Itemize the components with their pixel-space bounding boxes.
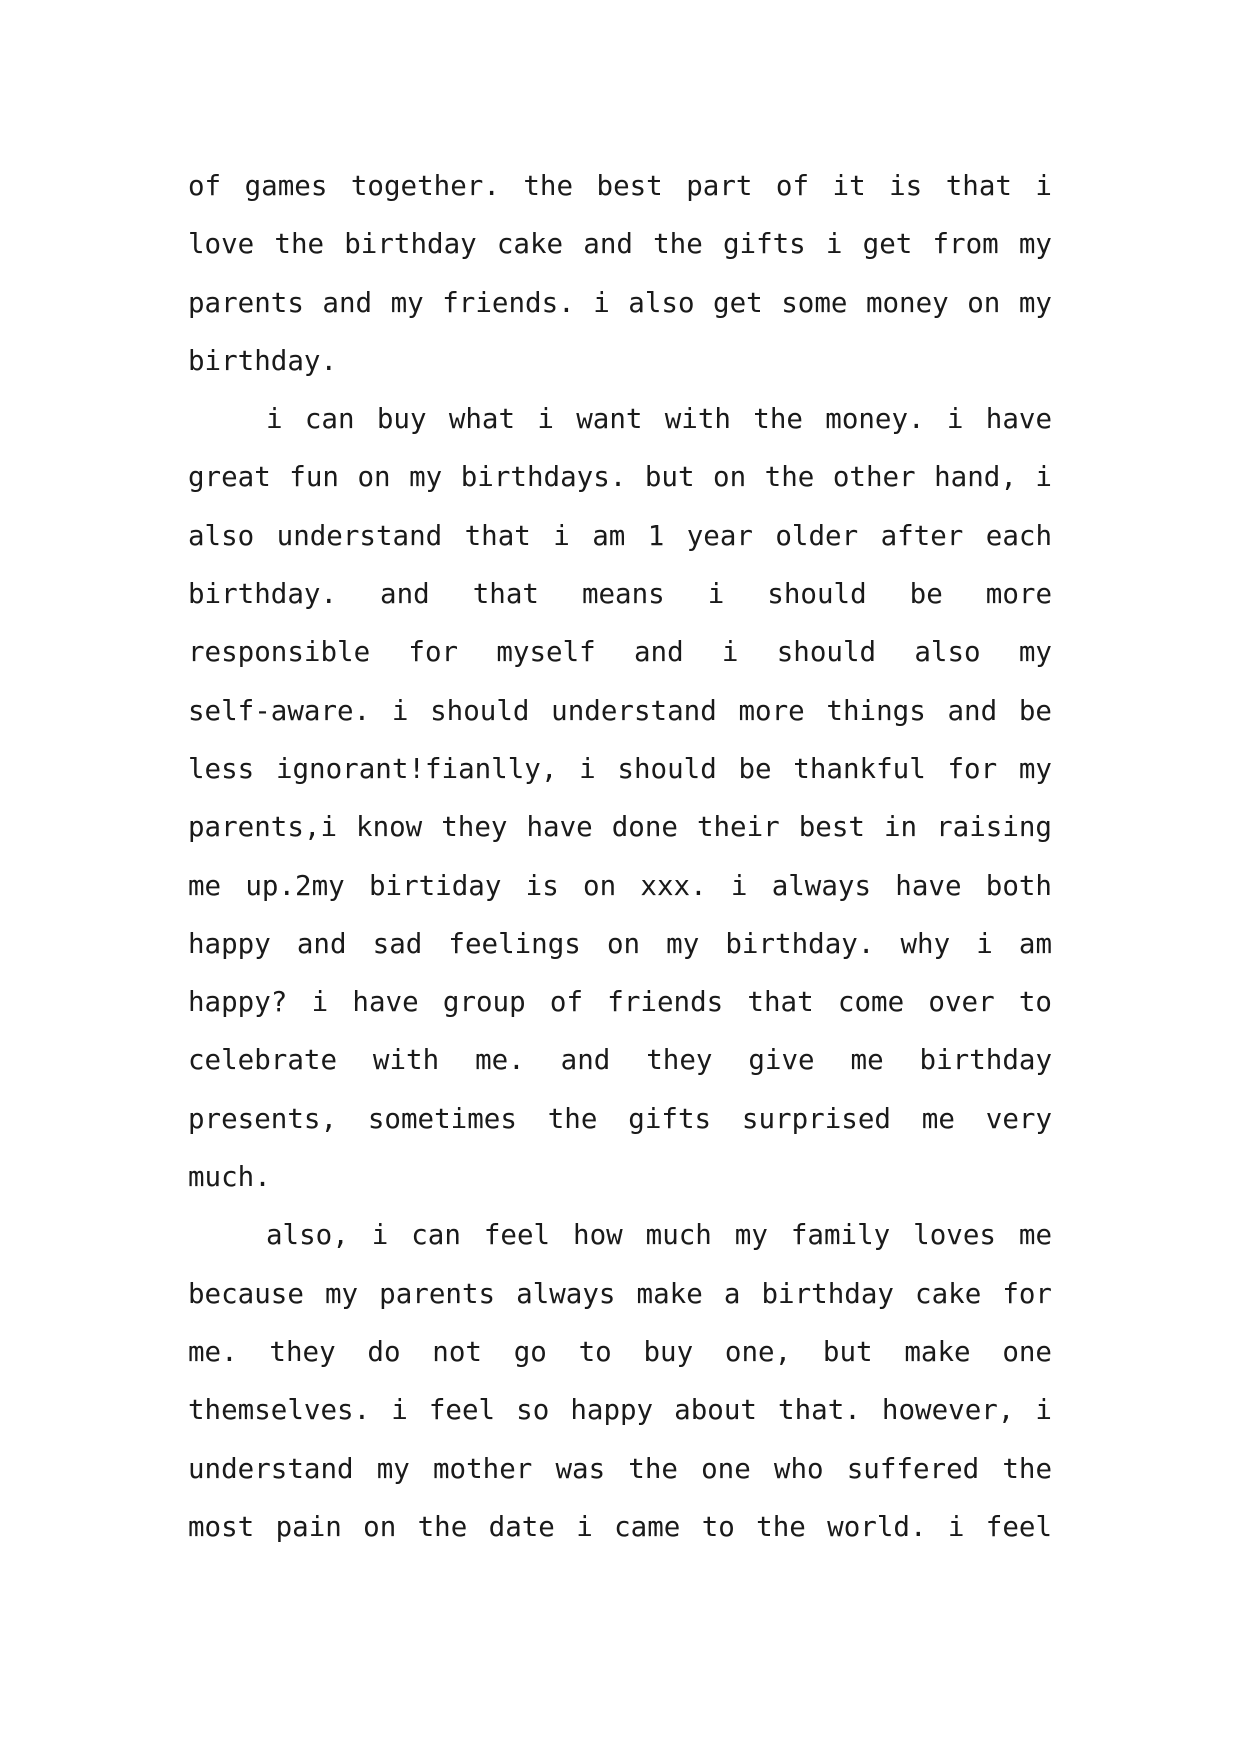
text-line: love the birthday cake and the gifts i get from my bbox=[188, 228, 1052, 261]
text-line: me up.2my birtiday is on xxx. i always have both bbox=[188, 869, 1052, 902]
text-line: less ignorant!fianlly, i should be thankful for my bbox=[188, 752, 1052, 785]
text-line: celebrate with me. and they give me birthday bbox=[188, 1044, 1052, 1077]
text-line: most pain on the date i came to the world. i feel bbox=[188, 1510, 1052, 1543]
text-line: of games together. the best part of it is that i bbox=[188, 170, 1052, 202]
text-line: happy? i have group of friends that come over to bbox=[188, 986, 1052, 1019]
text-line: great fun on my birthdays. but on the other hand, i bbox=[188, 461, 1052, 494]
text-line: i can buy what i want with the money. i have bbox=[266, 403, 1052, 436]
text-line: much. bbox=[188, 1161, 271, 1194]
text-line: themselves. i feel so happy about that. however, i bbox=[188, 1394, 1052, 1427]
text-line: understand my mother was the one who suffered the bbox=[188, 1452, 1052, 1485]
text-line: me. they do not go to buy one, but make one bbox=[188, 1335, 1052, 1368]
text-line: parents,i know they have done their best in raising bbox=[188, 811, 1052, 844]
body-text bbox=[188, 157, 1052, 1556]
text-line: responsible for myself and i should also my bbox=[188, 636, 1052, 669]
text-line: presents, sometimes the gifts surprised me very bbox=[188, 1102, 1052, 1135]
text-line: also, i can feel how much my family loves me bbox=[266, 1219, 1052, 1252]
text-line: happy and sad feelings on my birthday. why i am bbox=[188, 927, 1052, 960]
text-line: because my parents always make a birthday cake for bbox=[188, 1277, 1052, 1310]
text-line: birthday. and that means i should be more bbox=[188, 578, 1052, 611]
text-line: also understand that i am 1 year older after each bbox=[188, 519, 1052, 552]
text-line: parents and my friends. i also get some money on my bbox=[188, 286, 1052, 319]
text-line: birthday. bbox=[188, 344, 338, 377]
text-line: self-aware. i should understand more things and be bbox=[188, 694, 1052, 727]
